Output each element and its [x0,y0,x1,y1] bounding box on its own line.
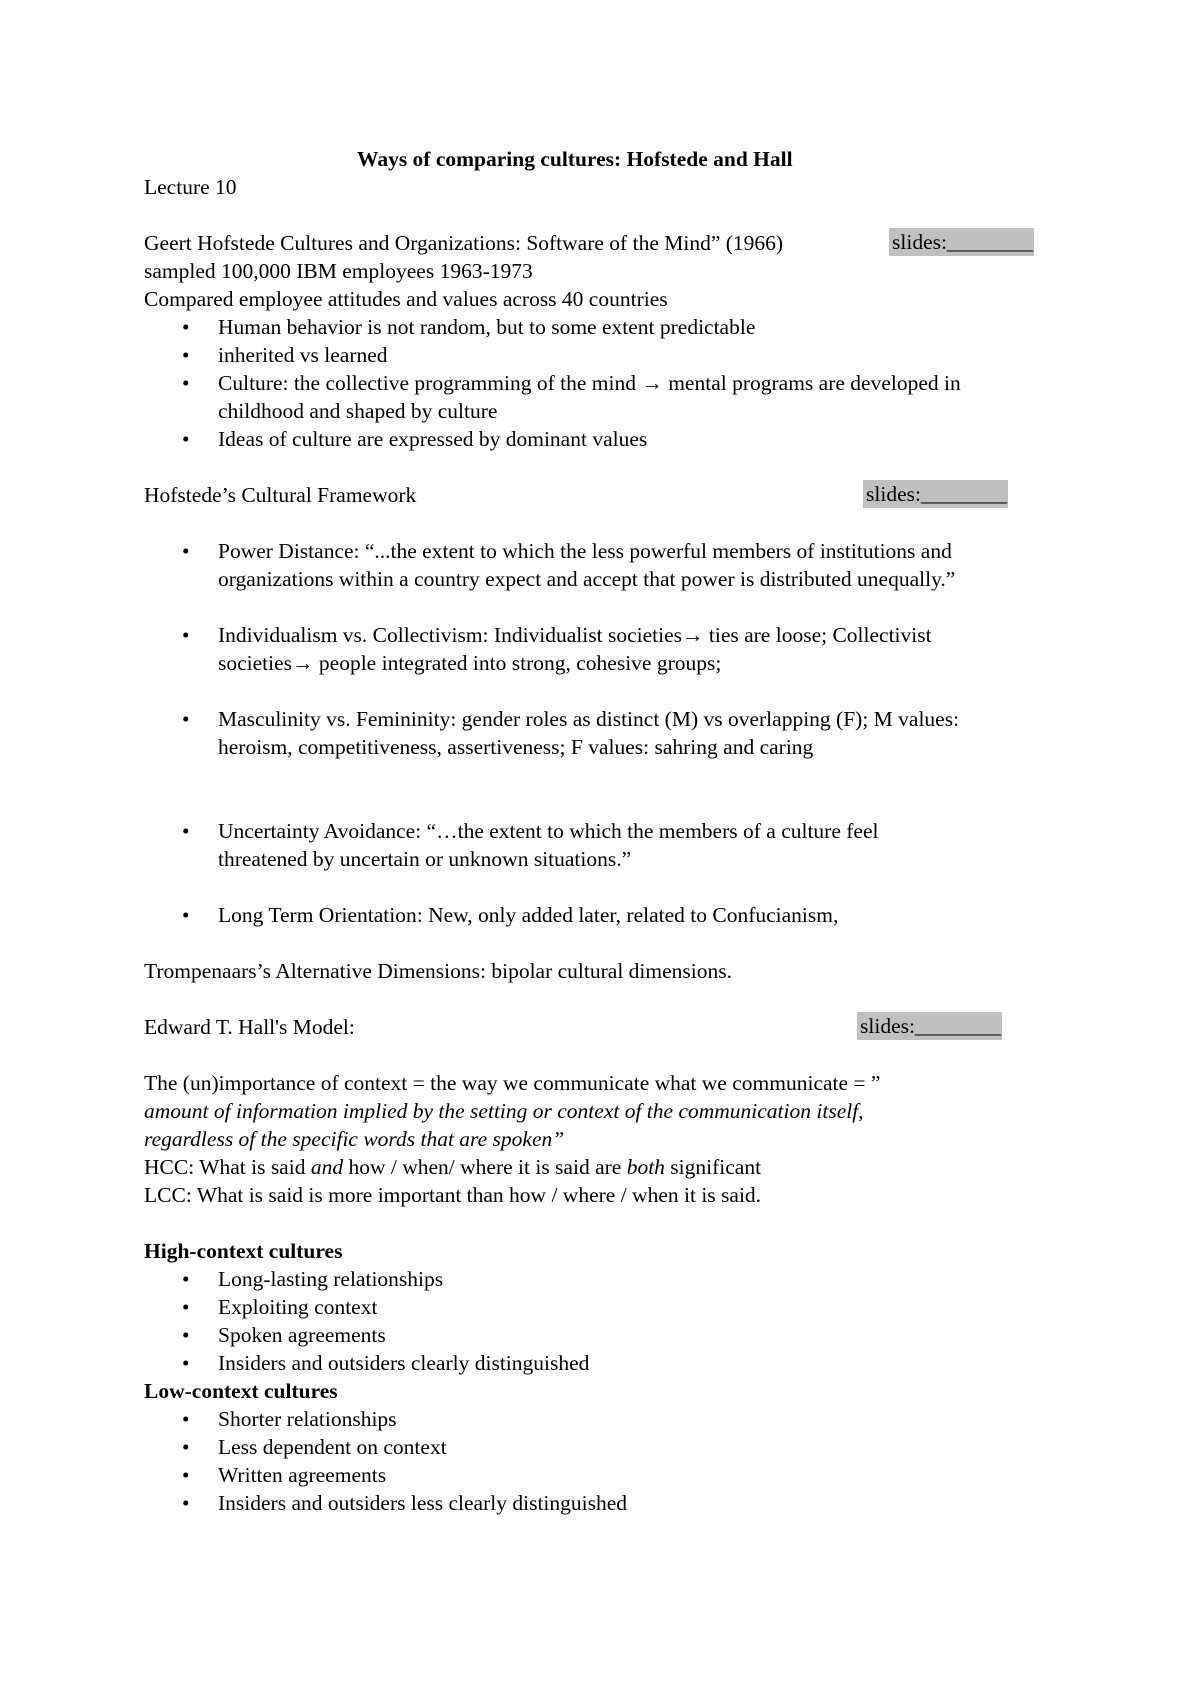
list-item: Exploiting context [218,1295,378,1319]
long-term-line: Long Term Orientation: New, only added later, related to Confucianism, [218,903,839,927]
bullet-icon [182,705,190,733]
list-item: Less dependent on context [218,1435,447,1459]
individualism-line-2: societies→ people integrated into strong, cohesive groups; [218,651,722,675]
slides-field-hofstede: slides:________ [889,228,1034,256]
bullet-icon [182,425,190,453]
lcc-line: LCC: What is said is more important than how / where / when it is said. [144,1183,762,1207]
quote-line-2 [144,1125,564,1153]
framework-heading: Hofstede’s Cultural Framework [144,483,417,507]
context-line: The (un)importance of context = the way we communicate what we communicate = ” [144,1071,881,1095]
list-item: Written agreements [218,1463,387,1487]
hofstede-source-line: Geert Hofstede Cultures and Organizations: Software of the Mind” (1966) [144,231,784,255]
uncertainty-line-1: Uncertainty Avoidance: “…the extent to which the members of a culture feel [218,819,879,843]
quote-text-2: regardless of the specific words that are spoken” [144,1127,565,1151]
hall-heading: Edward T. Hall's Model: [144,1015,355,1039]
bullet-icon [182,1461,190,1489]
list-item: Long-lasting relationships [218,1267,444,1291]
bullet-icon [182,1265,190,1293]
bullet-icon [182,1489,190,1517]
list-item: Spoken agreements [218,1323,386,1347]
hcc-text-a: HCC: What is said [144,1155,311,1179]
list-item: Insiders and outsiders less clearly distinguished [218,1491,628,1515]
hcc-line [144,1153,761,1181]
bullet-icon [182,341,190,369]
list-item-continuation: childhood and shaped by culture [218,399,498,423]
bullet-icon [182,621,190,649]
hcc-text-c: significant [664,1155,762,1179]
bullet-icon [182,1293,190,1321]
low-context-heading: Low-context cultures [144,1379,338,1403]
slides-field-framework: slides:________ [863,480,1008,508]
lecture-label: Lecture 10 [144,175,237,199]
bullet-icon [182,313,190,341]
list-item: Insiders and outsiders clearly distinguished [218,1351,590,1375]
hcc-both-emphasis: both [626,1155,665,1179]
masculinity-line-2: heroism, competitiveness, assertiveness; F values: sahring and caring [218,735,814,759]
bullet-icon [182,537,190,565]
bullet-icon [182,1321,190,1349]
bullet-icon [182,369,190,397]
hcc-text-b: how / when/ where it is said are [343,1155,627,1179]
list-item: Ideas of culture are expressed by dominant values [218,427,648,451]
list-item: Human behavior is not random, but to some extent predictable [218,315,756,339]
trompenaars-line: Trompenaars’s Alternative Dimensions: bipolar cultural dimensions. [144,959,732,983]
list-item: Shorter relationships [218,1407,397,1431]
bullet-icon [182,901,190,929]
document-title: Ways of comparing cultures: Hofstede and Hall [357,147,793,171]
high-context-heading: High-context cultures [144,1239,343,1263]
uncertainty-line-2: threatened by uncertain or unknown situations.” [218,847,632,871]
bullet-icon [182,1433,190,1461]
list-item: Culture: the collective programming of the mind → mental programs are developed in [218,371,961,395]
bullet-icon [182,1349,190,1377]
list-item: inherited vs learned [218,343,388,367]
quote-line-1 [144,1097,864,1125]
quote-text-1: amount of information implied by the setting or context of the communication itself, [144,1099,864,1123]
slides-field-hall: slides:________ [857,1012,1002,1040]
power-distance-line-1: Power Distance: “...the extent to which the less powerful members of institutions and [218,539,952,563]
bullet-icon [182,1405,190,1433]
hofstede-sample-line: sampled 100,000 IBM employees 1963-1973 [144,259,533,283]
individualism-line-1: Individualism vs. Collectivism: Individualist societies→ ties are loose; Collectivist [218,623,932,647]
power-distance-line-2: organizations within a country expect and accept that power is distributed unequally.” [218,567,956,591]
hofstede-compare-line: Compared employee attitudes and values across 40 countries [144,287,668,311]
masculinity-line-1: Masculinity vs. Femininity: gender roles as distinct (M) vs overlapping (F); M values: [218,707,960,731]
hcc-and-emphasis: and [310,1155,344,1179]
bullet-icon [182,817,190,845]
